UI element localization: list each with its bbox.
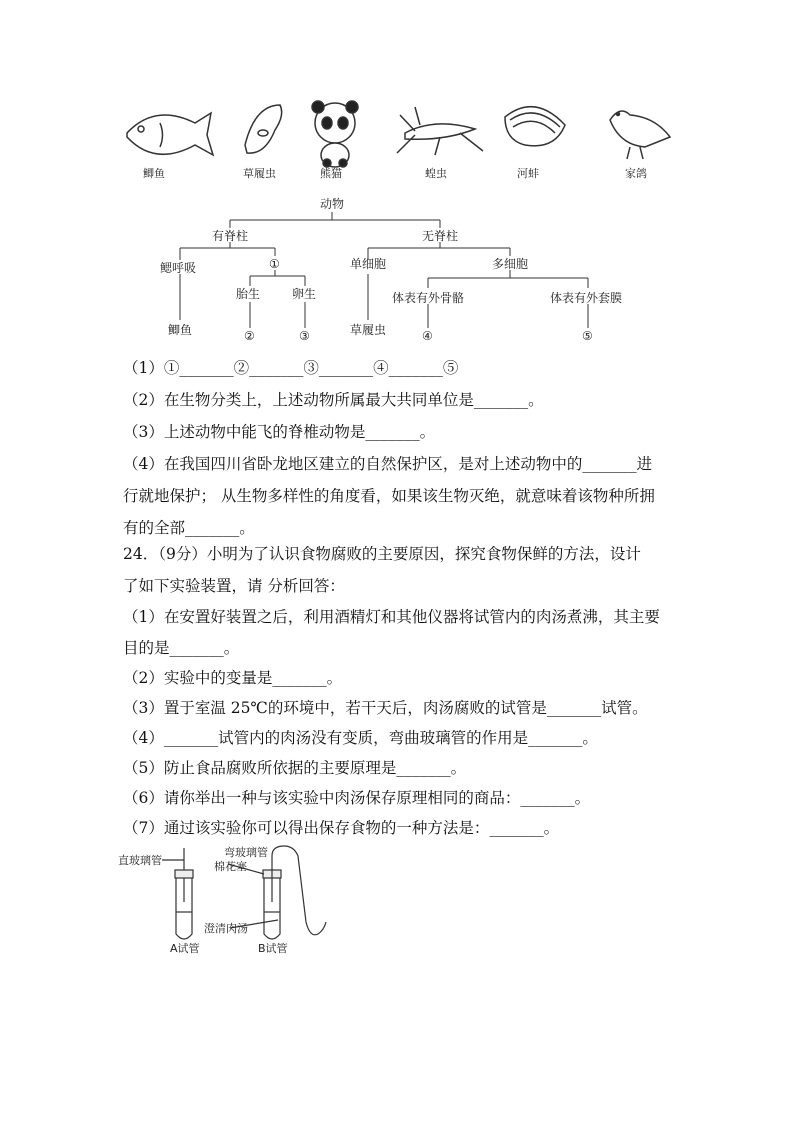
label-cotton: 棉花塞 <box>214 860 247 873</box>
q24-sub6: （6）请你举出一种与该实验中肉汤保存原理相同的商品：_______。 <box>123 789 591 807</box>
label-straight-tube: 直玻璃管 <box>118 854 162 867</box>
q23-line4a: （4）在我国四川省卧龙地区建立的自然保护区，是对上述动物中的_______进 <box>123 455 653 473</box>
tree-root: 动物 <box>320 197 345 211</box>
label-locust: 蝗虫 <box>425 167 447 180</box>
label-pigeon: 家鸽 <box>625 167 647 180</box>
label-broth: 澄清肉汤 <box>204 922 248 935</box>
q23-line4b: 行就地保护； 从生物多样性的角度看，如果该生物灭绝，就意味着该物种所拥 <box>123 487 655 505</box>
paramecium-drawing <box>245 105 282 153</box>
classification-tree <box>140 190 660 345</box>
apparatus-figure <box>118 842 338 960</box>
q24-heading1: 24．（9分）小明为了认识食物腐败的主要原因，探究食物保鲜的方法，设计 <box>123 545 641 563</box>
q24-sub1a: （1）在安置好装置之后，利用酒精灯和其他仪器将试管内的肉汤煮沸，其主要 <box>123 608 660 626</box>
q24-sub4: （4）_______试管内的肉汤没有变质，弯曲玻璃管的作用是_______。 <box>123 729 598 747</box>
animals-figure <box>115 95 685 185</box>
label-panda: 熊猫 <box>320 167 342 180</box>
tree-viviparous: 胎生 <box>236 287 261 301</box>
q24-sub1b: 目的是_______。 <box>123 639 240 657</box>
tree-leaf-fish: 鲫鱼 <box>168 323 193 337</box>
label-fish: 鲫鱼 <box>143 167 165 180</box>
tree-invertebrate: 无脊柱 <box>422 229 459 243</box>
locust-drawing <box>397 107 483 155</box>
tree-n5: ⑤ <box>582 329 593 343</box>
tree-mantle: 体表有外套膜 <box>550 291 623 305</box>
tree-unicell: 单细胞 <box>350 257 387 271</box>
tree-leaf-paramecium: 草履虫 <box>350 323 387 337</box>
q23-line4c: 有的全部_______。 <box>123 519 255 537</box>
tree-n3: ③ <box>299 329 310 343</box>
q24-sub2: （2）实验中的变量是_______。 <box>123 669 343 687</box>
q24-heading2: 了如下实验装置，请 分析回答： <box>123 577 345 595</box>
tree-vertebrate: 有脊柱 <box>212 229 249 243</box>
q23-line2: （2）在生物分类上，上述动物所属最大共同单位是_______。 <box>123 391 544 409</box>
pigeon-drawing <box>610 111 670 159</box>
tree-oviparous: 卵生 <box>292 287 317 301</box>
q24-sub7: （7）通过该实验你可以得出保存食物的一种方法是：_______。 <box>123 819 560 837</box>
panda-drawing <box>312 101 358 167</box>
fish-drawing <box>127 113 213 155</box>
label-tube-a: A试管 <box>170 942 200 955</box>
tree-n4: ④ <box>422 329 433 343</box>
label-tube-b: B试管 <box>258 942 288 955</box>
clam-drawing <box>505 107 565 146</box>
tree-n1: ① <box>269 257 280 271</box>
q24-sub3: （3）置于室温 25℃的环境中，若干天后，肉汤腐败的试管是_______试管。 <box>123 699 648 717</box>
tree-multicell: 多细胞 <box>492 257 529 271</box>
q24-sub5: （5）防止食品腐败所依据的主要原理是_______。 <box>123 759 467 777</box>
tree-gill: 鳃呼吸 <box>160 261 197 275</box>
label-bent-tube: 弯玻璃管 <box>224 846 268 859</box>
label-paramecium: 草履虫 <box>243 167 276 180</box>
tree-exoskeleton: 体表有外骨骼 <box>392 291 465 305</box>
label-clam: 河蚌 <box>517 167 539 180</box>
q23-line1: （1）①_______②_______③_______④_______⑤ <box>123 359 459 377</box>
tree-n2: ② <box>244 329 255 343</box>
q23-line3: （3）上述动物中能飞的脊椎动物是_______。 <box>123 423 436 441</box>
